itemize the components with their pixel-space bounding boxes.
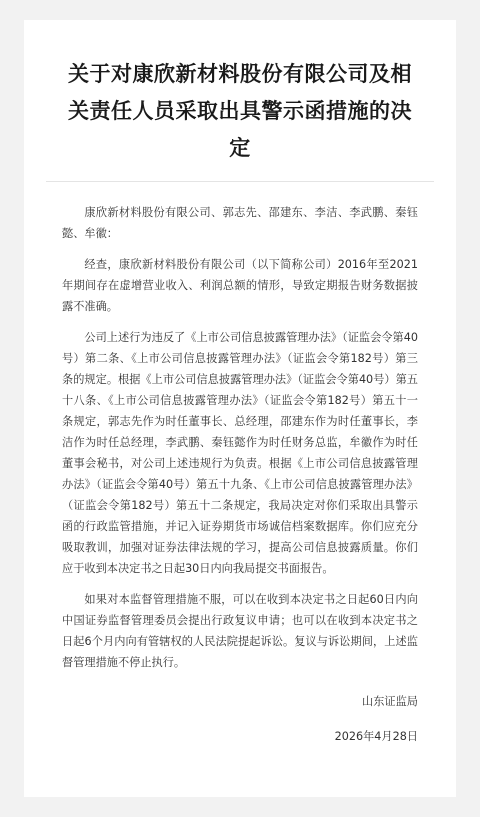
body-paragraph-3: 如果对本监督管理措施不服，可以在收到本决定书之日起60日内向中国证券监督管理委员会提出行政复议申请；也可以在收到本决定书之日起6个月内向有管辖权的人民法院提起诉讼。复议与诉讼期间，上述监督管理措施不停止执行。 <box>62 593 418 669</box>
document-body <box>24 182 456 747</box>
document-card <box>24 20 456 797</box>
issuer-signature: 山东证监局 <box>362 695 418 708</box>
body-paragraph-1: 经查，康欣新材料股份有限公司（以下简称公司）2016年至2021年期间存在虚增营业收入、利润总额的情形，导致定期报告财务数据披露不准确。 <box>62 258 418 313</box>
body-paragraph-2: 公司上述行为违反了《上市公司信息披露管理办法》（证监会令第40号）第二条、《上市公司信息披露管理办法》（证监会令第182号）第三条的规定。根据《上市公司信息披露管理办法》（证监会令第40号）第五十八条、《上市公司信息披露管理办法》（证监会令第182号）第五十一条规定，郭志先作为时任董事长、总经理，邵建东作为时任董事长，李洁作为时任总经理，李武鹏、秦钰懿作为时任财务总监，牟徽作为时任董事会秘书，对公司上述违规行为负责。根据《上市公司信息披露管理办法》（证监会令第40号）第五十九条、《上市公司信息披露管理办法》（证监会令第182号）第五十二条规定，我局决定对你们采取出具警示函的行政监管措施，并记入证券期货市场诚信档案数据库。你们应充分吸取教训，加强对证券法律法规的学习，提高公司信息披露质量。你们应于收到本决定书之日起30日内向我局提交书面报告。 <box>62 331 418 575</box>
addressee-paragraph: 康欣新材料股份有限公司、郭志先、邵建东、李洁、李武鹏、秦钰懿、牟徽： <box>62 206 418 240</box>
document-title: 关于对康欣新材料股份有限公司及相关责任人员采取出具警示函措施的决定 <box>68 62 412 160</box>
issue-date: 2026年4月28日 <box>334 730 418 743</box>
